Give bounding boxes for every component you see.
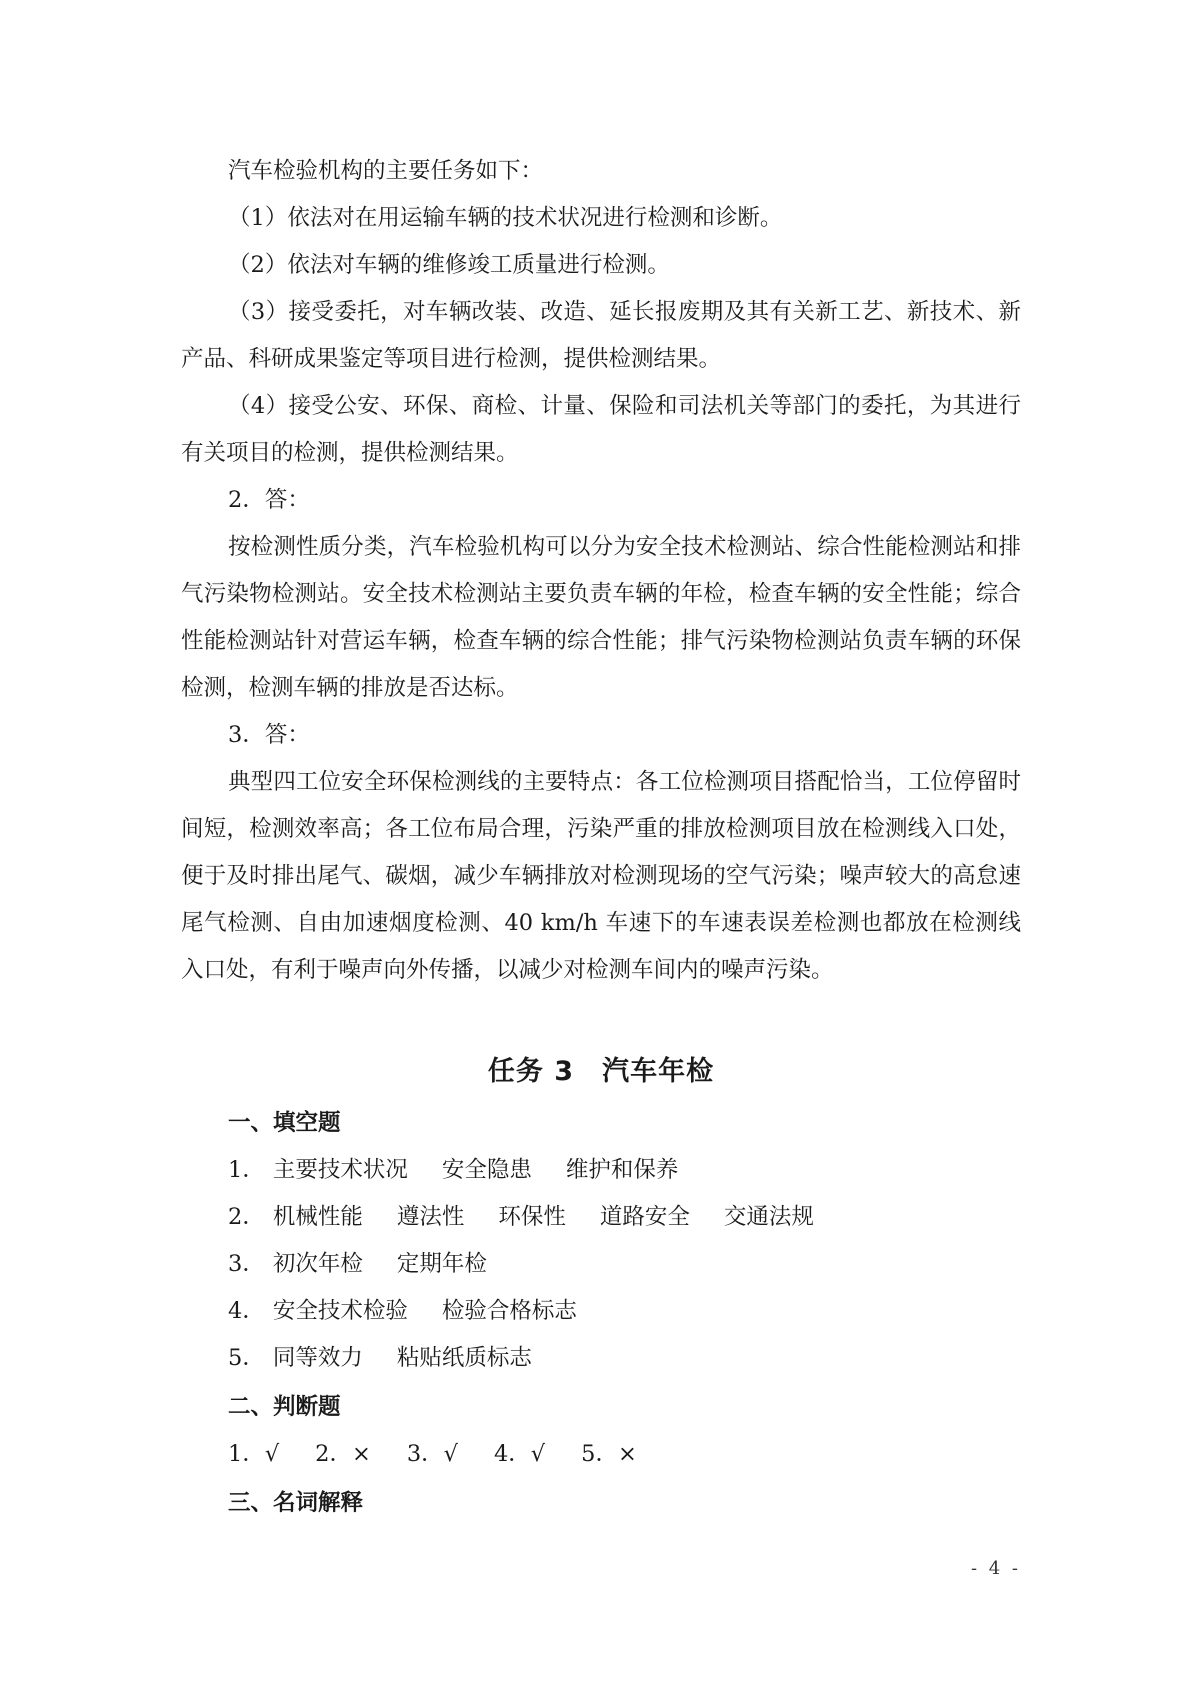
- row-number: 5．: [228, 1345, 265, 1371]
- answer-item: 环保性: [498, 1204, 566, 1230]
- fill-blank-row-3: [181, 1241, 1021, 1288]
- answer-3-text: 典型四工位安全环保检测线的主要特点：各工位检测项目搭配恰当，工位停留时间短，检测效率高；各工位布局合理，污染严重的排放检测项目放在检测线入口处，便于及时排出尾气、碳烟，减少车辆排放对检测现场的空气污染；噪声较大的高怠速尾气检测、自由加速烟度检测、40 km/h 车速下的车速表误差检测也都放在检测线入口处，有利于噪声向外传播，以减少对检测车间内的噪声污染。: [181, 769, 1021, 983]
- judge-answer: 1．√: [228, 1441, 280, 1467]
- answer-2-text: 按检测性质分类，汽车检验机构可以分为安全技术检测站、综合性能检测站和排气污染物检测站。安全技术检测站主要负责车辆的年检，检查车辆的安全性能；综合性能检测站针对营运车辆，检查车辆的综合性能；排气污染物检测站负责车辆的环保检测，检测车辆的排放是否达标。: [181, 534, 1021, 701]
- true-false-answers: [181, 1431, 1021, 1478]
- answer-item: 定期年检: [396, 1251, 487, 1277]
- fill-blank-row-5: [181, 1335, 1021, 1382]
- row-number: 2．: [228, 1204, 265, 1230]
- task-item-4: （4）接受公安、环保、商检、计量、保险和司法机关等部门的委托，为其进行有关项目的检测，提供检测结果。: [181, 393, 1021, 466]
- answer-3-label: 3．答：: [228, 722, 310, 748]
- page-number: - 4 -: [970, 1558, 1021, 1579]
- answer-item: 安全隐患: [441, 1157, 532, 1183]
- answer-2-label: 2．答：: [228, 487, 310, 513]
- answer-item: 道路安全: [599, 1204, 690, 1230]
- fill-blank-row-4: [181, 1288, 1021, 1335]
- answer-item: 同等效力: [272, 1345, 363, 1371]
- task-item-3: （3）接受委托，对车辆改装、改造、延长报废期及其有关新工艺、新技术、新产品、科研成果鉴定等项目进行检测，提供检测结果。: [181, 299, 1021, 372]
- answer-item: 检验合格标志: [441, 1298, 577, 1324]
- answer-item: 维护和保养: [565, 1157, 679, 1183]
- row-number: 4．: [228, 1298, 265, 1324]
- row-number: 3．: [228, 1251, 265, 1277]
- judge-answer: 3．√: [406, 1441, 458, 1467]
- task-item-2: （2）依法对车辆的维修竣工质量进行检测。: [228, 252, 670, 278]
- answer-item: 主要技术状况: [272, 1157, 408, 1183]
- row-number: 1．: [228, 1157, 265, 1183]
- answer-item: 机械性能: [272, 1204, 363, 1230]
- judge-answer: 2．×: [315, 1441, 371, 1467]
- answer-item: 粘贴纸质标志: [396, 1345, 532, 1371]
- intro-paragraph: 汽车检验机构的主要任务如下：: [228, 158, 544, 184]
- section-heading-term-explanation: 三、名词解释: [228, 1490, 364, 1516]
- document-page: [181, 148, 1021, 1527]
- fill-blank-row-1: [181, 1147, 1021, 1194]
- answer-item: 遵法性: [396, 1204, 465, 1230]
- judge-answer: 5．×: [581, 1441, 637, 1467]
- answer-item: 安全技术检验: [272, 1298, 408, 1324]
- section-heading-fill-blank: 一、填空题: [228, 1110, 341, 1136]
- section-heading-true-false: 二、判断题: [228, 1394, 341, 1420]
- answer-item: 交通法规: [723, 1204, 814, 1230]
- judge-answer: 4．√: [493, 1441, 546, 1467]
- task-item-1: （1）依法对在用运输车辆的技术状况进行检测和诊断。: [228, 205, 783, 231]
- task-title: 任务 3 汽车年检: [487, 1056, 715, 1087]
- answer-item: 初次年检: [272, 1251, 363, 1277]
- fill-blank-row-2: [181, 1194, 1021, 1241]
